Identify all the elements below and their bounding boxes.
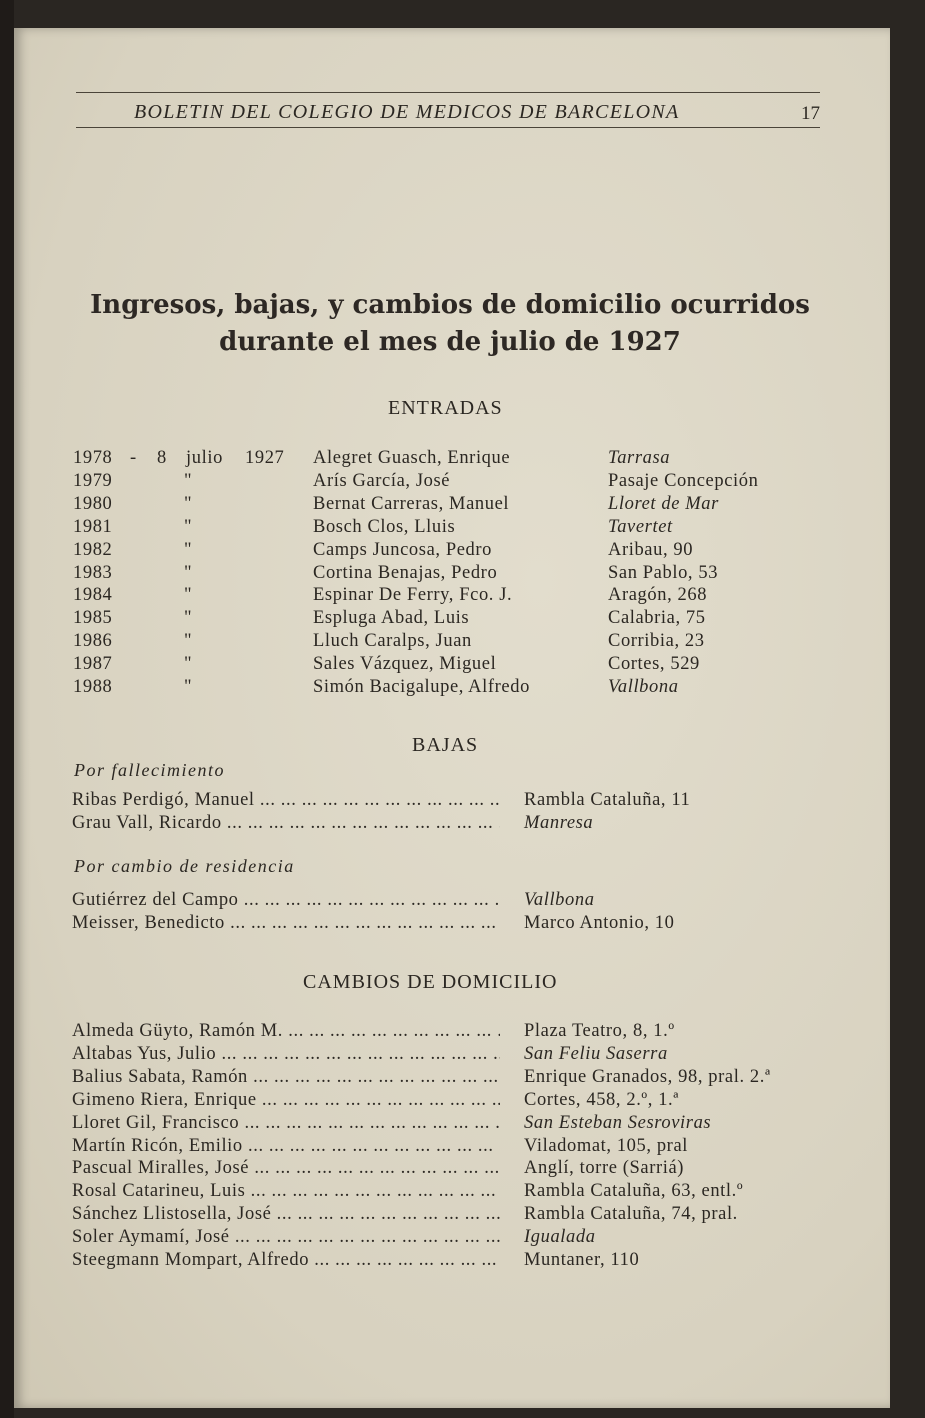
date-day: 8 — [157, 448, 167, 468]
member-address: Rambla Cataluña, 11 — [524, 790, 691, 810]
member-address: Manresa — [524, 813, 594, 833]
member-name: Lloret Gil, Francisco ... . — [72, 1113, 500, 1134]
member-name: Gutiérrez del Campo ... . — [72, 890, 500, 911]
membership-number: 1988 — [73, 677, 113, 697]
list-item — [0, 1021, 925, 1044]
list-item — [0, 813, 925, 836]
list-item — [0, 654, 925, 677]
ditto-mark: " — [184, 608, 193, 629]
membership-number: 1983 — [73, 562, 113, 583]
member-address: Muntaner, 110 — [524, 1250, 640, 1270]
member-address: San Esteban Sesroviras — [524, 1112, 712, 1133]
member-address: Aribau, 90 — [608, 539, 694, 560]
list-item — [0, 585, 925, 608]
list-item — [0, 790, 925, 813]
list-item — [0, 1227, 925, 1250]
list-item — [0, 494, 925, 517]
residencia-label: Por cambio de residencia — [74, 856, 295, 876]
member-address: Corribia, 23 — [608, 631, 705, 652]
journal-title: BOLETIN DEL COLEGIO DE MEDICOS DE BARCELONA — [134, 101, 680, 123]
member-address: Vallbona — [608, 677, 679, 697]
member-name: Lluch Caralps, Juan — [313, 631, 472, 652]
membership-number: 1980 — [73, 493, 113, 514]
list-item — [0, 1113, 925, 1136]
list-item — [0, 1181, 925, 1204]
member-name: Cortina Benajas, Pedro — [313, 562, 498, 583]
member-address: Rambla Cataluña, 63, entl.º — [524, 1181, 744, 1202]
member-address: Pasaje Concepción — [608, 470, 759, 491]
member-name: Pascual Miralles, José ... . — [72, 1158, 500, 1179]
member-address: Tarrasa — [608, 448, 671, 468]
member-name: Almeda Güyto, Ramón M. ... . — [72, 1021, 500, 1042]
list-item — [0, 677, 925, 700]
date-year: 1927 — [245, 448, 285, 468]
member-name: Alegret Guasch, Enrique — [313, 448, 511, 468]
member-address: Viladomat, 105, pral — [524, 1135, 688, 1156]
list-item — [0, 448, 925, 471]
member-address: Plaza Teatro, 8, 1.º — [524, 1021, 675, 1041]
ditto-mark: " — [184, 631, 193, 652]
page-number: 17 — [801, 103, 820, 124]
member-address: Cortes, 529 — [608, 654, 700, 675]
member-address: San Feliu Saserra — [524, 1043, 668, 1064]
header-rule-top — [76, 92, 820, 93]
list-item — [0, 563, 925, 586]
list-item — [0, 1067, 925, 1090]
member-name: Camps Juncosa, Pedro — [313, 539, 492, 560]
list-item — [0, 890, 925, 913]
entradas-heading: ENTRADAS — [388, 397, 503, 419]
member-name: Meisser, Benedicto ... . — [72, 913, 500, 934]
member-address: Rambla Cataluña, 74, pral. — [524, 1204, 738, 1225]
member-address: Igualada — [524, 1227, 596, 1248]
list-item — [0, 631, 925, 654]
ditto-mark: " — [184, 585, 193, 606]
member-address: Tavertet — [608, 516, 673, 537]
ditto-mark: " — [184, 654, 193, 675]
member-name: Balius Sabata, Ramón ... . — [72, 1067, 500, 1088]
member-name: Simón Bacigalupe, Alfredo — [313, 677, 530, 697]
date-dash: - — [130, 448, 137, 468]
membership-number: 1985 — [73, 608, 113, 629]
member-name: Espluga Abad, Luis — [313, 608, 470, 629]
member-name: Bernat Carreras, Manuel — [313, 493, 510, 514]
member-address: Cortes, 458, 2.º, 1.ª — [524, 1089, 679, 1110]
list-item — [0, 471, 925, 494]
membership-number: 1981 — [73, 516, 113, 537]
member-address: Marco Antonio, 10 — [524, 913, 675, 933]
member-name: Sales Vázquez, Miguel — [313, 654, 497, 675]
member-name: Gimeno Riera, Enrique ... . — [72, 1090, 500, 1111]
member-name: Rosal Catarineu, Luis ... . — [72, 1181, 500, 1202]
member-address: Calabria, 75 — [608, 608, 706, 629]
ditto-mark: " — [184, 516, 193, 537]
membership-number: 1982 — [73, 539, 113, 560]
article-title-line-2: durante el mes de julio de 1927 — [219, 327, 681, 357]
bajas-heading: BAJAS — [412, 734, 479, 756]
member-address: Aragón, 268 — [608, 585, 708, 606]
member-name: Espinar De Ferry, Fco. J. — [313, 585, 513, 606]
list-item — [0, 1044, 925, 1067]
ditto-mark: " — [184, 470, 193, 491]
list-item — [0, 1136, 925, 1159]
article-title-line-1: Ingresos, bajas, y cambios de domicilio ocurridos — [90, 290, 810, 320]
fallecimiento-label: Por fallecimiento — [74, 760, 225, 780]
membership-number: 1978 — [73, 448, 113, 468]
ditto-mark: " — [184, 677, 193, 697]
date-month: julio — [186, 448, 223, 468]
member-name: Arís García, José — [313, 470, 451, 491]
member-name: Grau Vall, Ricardo ... . — [72, 813, 500, 834]
list-item — [0, 517, 925, 540]
header-rule-bottom — [76, 127, 820, 128]
list-item — [0, 913, 925, 936]
member-name: Bosch Clos, Lluis — [313, 516, 456, 537]
member-name: Martín Ricón, Emilio ... . — [72, 1136, 500, 1157]
member-address: Anglí, torre (Sarriá) — [524, 1158, 685, 1179]
membership-number: 1984 — [73, 585, 113, 606]
membership-number: 1979 — [73, 470, 113, 491]
member-address: San Pablo, 53 — [608, 562, 719, 583]
ditto-mark: " — [184, 562, 193, 583]
cambios-heading: CAMBIOS DE DOMICILIO — [303, 971, 558, 993]
running-header — [76, 99, 820, 129]
member-name: Altabas Yus, Julio ... . — [72, 1044, 500, 1065]
member-name: Steegmann Mompart, Alfredo ... . — [72, 1250, 500, 1271]
member-name: Sánchez Llistosella, José ... . — [72, 1204, 500, 1225]
list-item — [0, 1250, 925, 1273]
member-name: Soler Aymamí, José ... . — [72, 1227, 500, 1248]
membership-number: 1986 — [73, 631, 113, 652]
list-item — [0, 1090, 925, 1113]
member-address: Enrique Granados, 98, pral. 2.ª — [524, 1066, 771, 1087]
list-item — [0, 1158, 925, 1181]
membership-number: 1987 — [73, 654, 113, 675]
list-item — [0, 540, 925, 563]
member-address: Lloret de Mar — [608, 493, 719, 514]
member-address: Vallbona — [524, 890, 595, 910]
ditto-mark: " — [184, 493, 193, 514]
member-name: Ribas Perdigó, Manuel ... . — [72, 790, 500, 811]
list-item — [0, 608, 925, 631]
list-item — [0, 1204, 925, 1227]
ditto-mark: " — [184, 539, 193, 560]
